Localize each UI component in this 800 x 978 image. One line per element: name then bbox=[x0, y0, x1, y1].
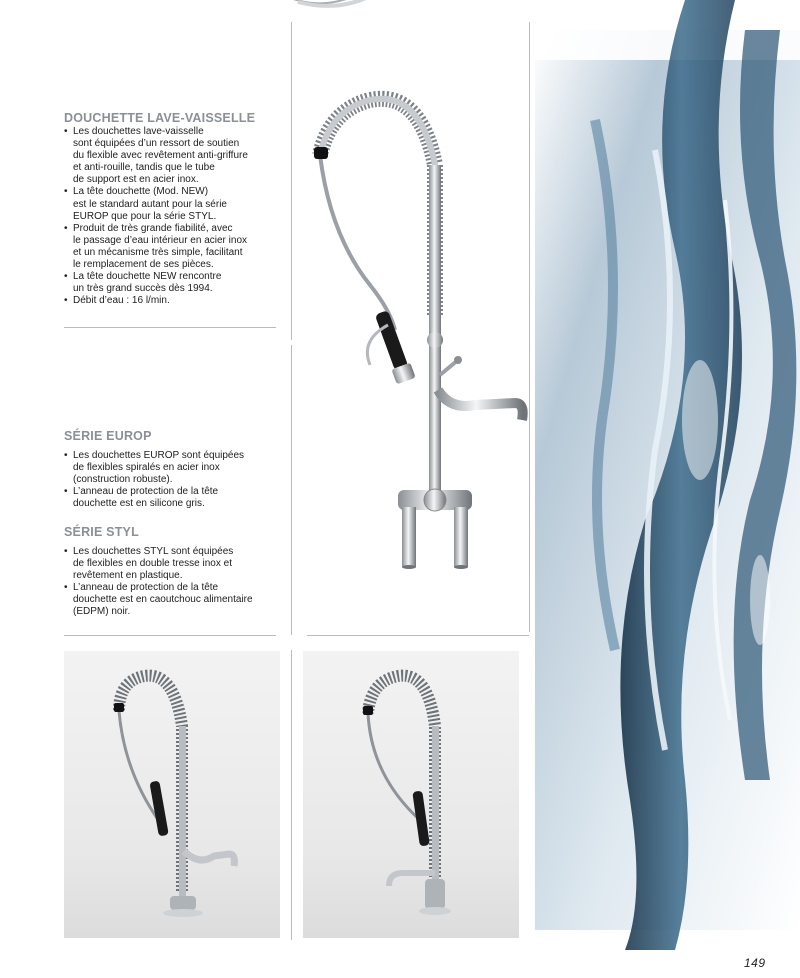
bullet-list bbox=[64, 126, 286, 307]
column-divider-mid bbox=[291, 345, 292, 635]
bullet-line: L’anneau de protection de la tête bbox=[73, 486, 219, 498]
bullet-line: et un mécanisme très simple, facilitant bbox=[73, 246, 243, 258]
section-rule-2 bbox=[64, 635, 276, 636]
bullet-list bbox=[64, 450, 286, 510]
bullet-line: douchette est en silicone gris. bbox=[73, 498, 205, 510]
section-title: SÉRIE EUROP bbox=[64, 429, 152, 443]
bullet-item bbox=[64, 582, 286, 618]
pre-rinse-unit-europ-image bbox=[64, 651, 280, 938]
bullet-line: douchette est en caoutchouc alimentaire bbox=[73, 594, 253, 606]
bullet-line: La tête douchette NEW rencontre bbox=[73, 271, 222, 283]
bullet-line: L’anneau de protection de la tête bbox=[73, 582, 219, 594]
section-rule-3 bbox=[307, 635, 529, 636]
pre-rinse-unit-deck-mounted-image bbox=[300, 85, 530, 580]
bullet-line: Les douchettes lave-vaisselle bbox=[73, 126, 204, 137]
bullet-line: EUROP que pour la série STYL. bbox=[73, 210, 217, 222]
bullet-list bbox=[64, 546, 286, 619]
bullet-item bbox=[64, 126, 286, 186]
bullet-line: de flexibles spiralés en acier inox bbox=[73, 462, 220, 474]
bullet-line: de flexibles en double tresse inox et bbox=[73, 558, 232, 570]
bullet-item bbox=[64, 295, 286, 307]
bullet-line: Les douchettes STYL sont équipées bbox=[73, 546, 234, 557]
water-decor-image bbox=[535, 0, 800, 950]
bullet-line: (construction robuste). bbox=[73, 474, 173, 486]
bullet-item bbox=[64, 271, 286, 295]
bullet-line: Débit d’eau : 16 l/min. bbox=[73, 295, 170, 307]
page-number: 149 bbox=[744, 956, 766, 970]
column-divider-top bbox=[291, 22, 292, 340]
section-lave-vaisselle bbox=[64, 111, 286, 307]
section-styl bbox=[64, 525, 286, 619]
bullet-item bbox=[64, 450, 286, 486]
bullet-line: le passage d’eau intérieur en acier inox bbox=[73, 234, 247, 246]
bullet-line: un très grand succès dès 1994. bbox=[73, 283, 213, 295]
bullet-line: le remplacement de ses pièces. bbox=[73, 259, 214, 271]
bullet-line: de support est en acier inox. bbox=[73, 174, 199, 186]
bullet-line: (EDPM) noir. bbox=[73, 606, 131, 618]
section-title: DOUCHETTE LAVE-VAISSELLE bbox=[64, 111, 256, 125]
section-rule-1 bbox=[64, 327, 276, 328]
bullet-line: est le standard autant pour la série bbox=[73, 198, 227, 210]
section-europ bbox=[64, 429, 286, 510]
bullet-line: Les douchettes EUROP sont équipées bbox=[73, 450, 245, 461]
bullet-line: et anti-rouille, tandis que le tube bbox=[73, 162, 215, 174]
bullet-line: Produit de très grande fiabilité, avec bbox=[73, 222, 233, 234]
bullet-line: La tête douchette (Mod. NEW) bbox=[73, 186, 209, 198]
column-divider-bottom bbox=[291, 650, 292, 940]
section-title: SÉRIE STYL bbox=[64, 525, 139, 539]
bullet-line: revêtement en plastique. bbox=[73, 570, 183, 582]
bullet-item bbox=[64, 486, 286, 510]
bullet-line: du flexible avec revêtement anti-griffure bbox=[73, 150, 248, 162]
bullet-line: sont équipées d’un ressort de soutien bbox=[73, 138, 240, 150]
bullet-item bbox=[64, 546, 286, 582]
pre-rinse-unit-styl-image bbox=[303, 651, 519, 938]
bullet-item bbox=[64, 223, 286, 271]
bullet-item bbox=[64, 186, 286, 222]
top-arc-decor bbox=[278, 0, 398, 10]
